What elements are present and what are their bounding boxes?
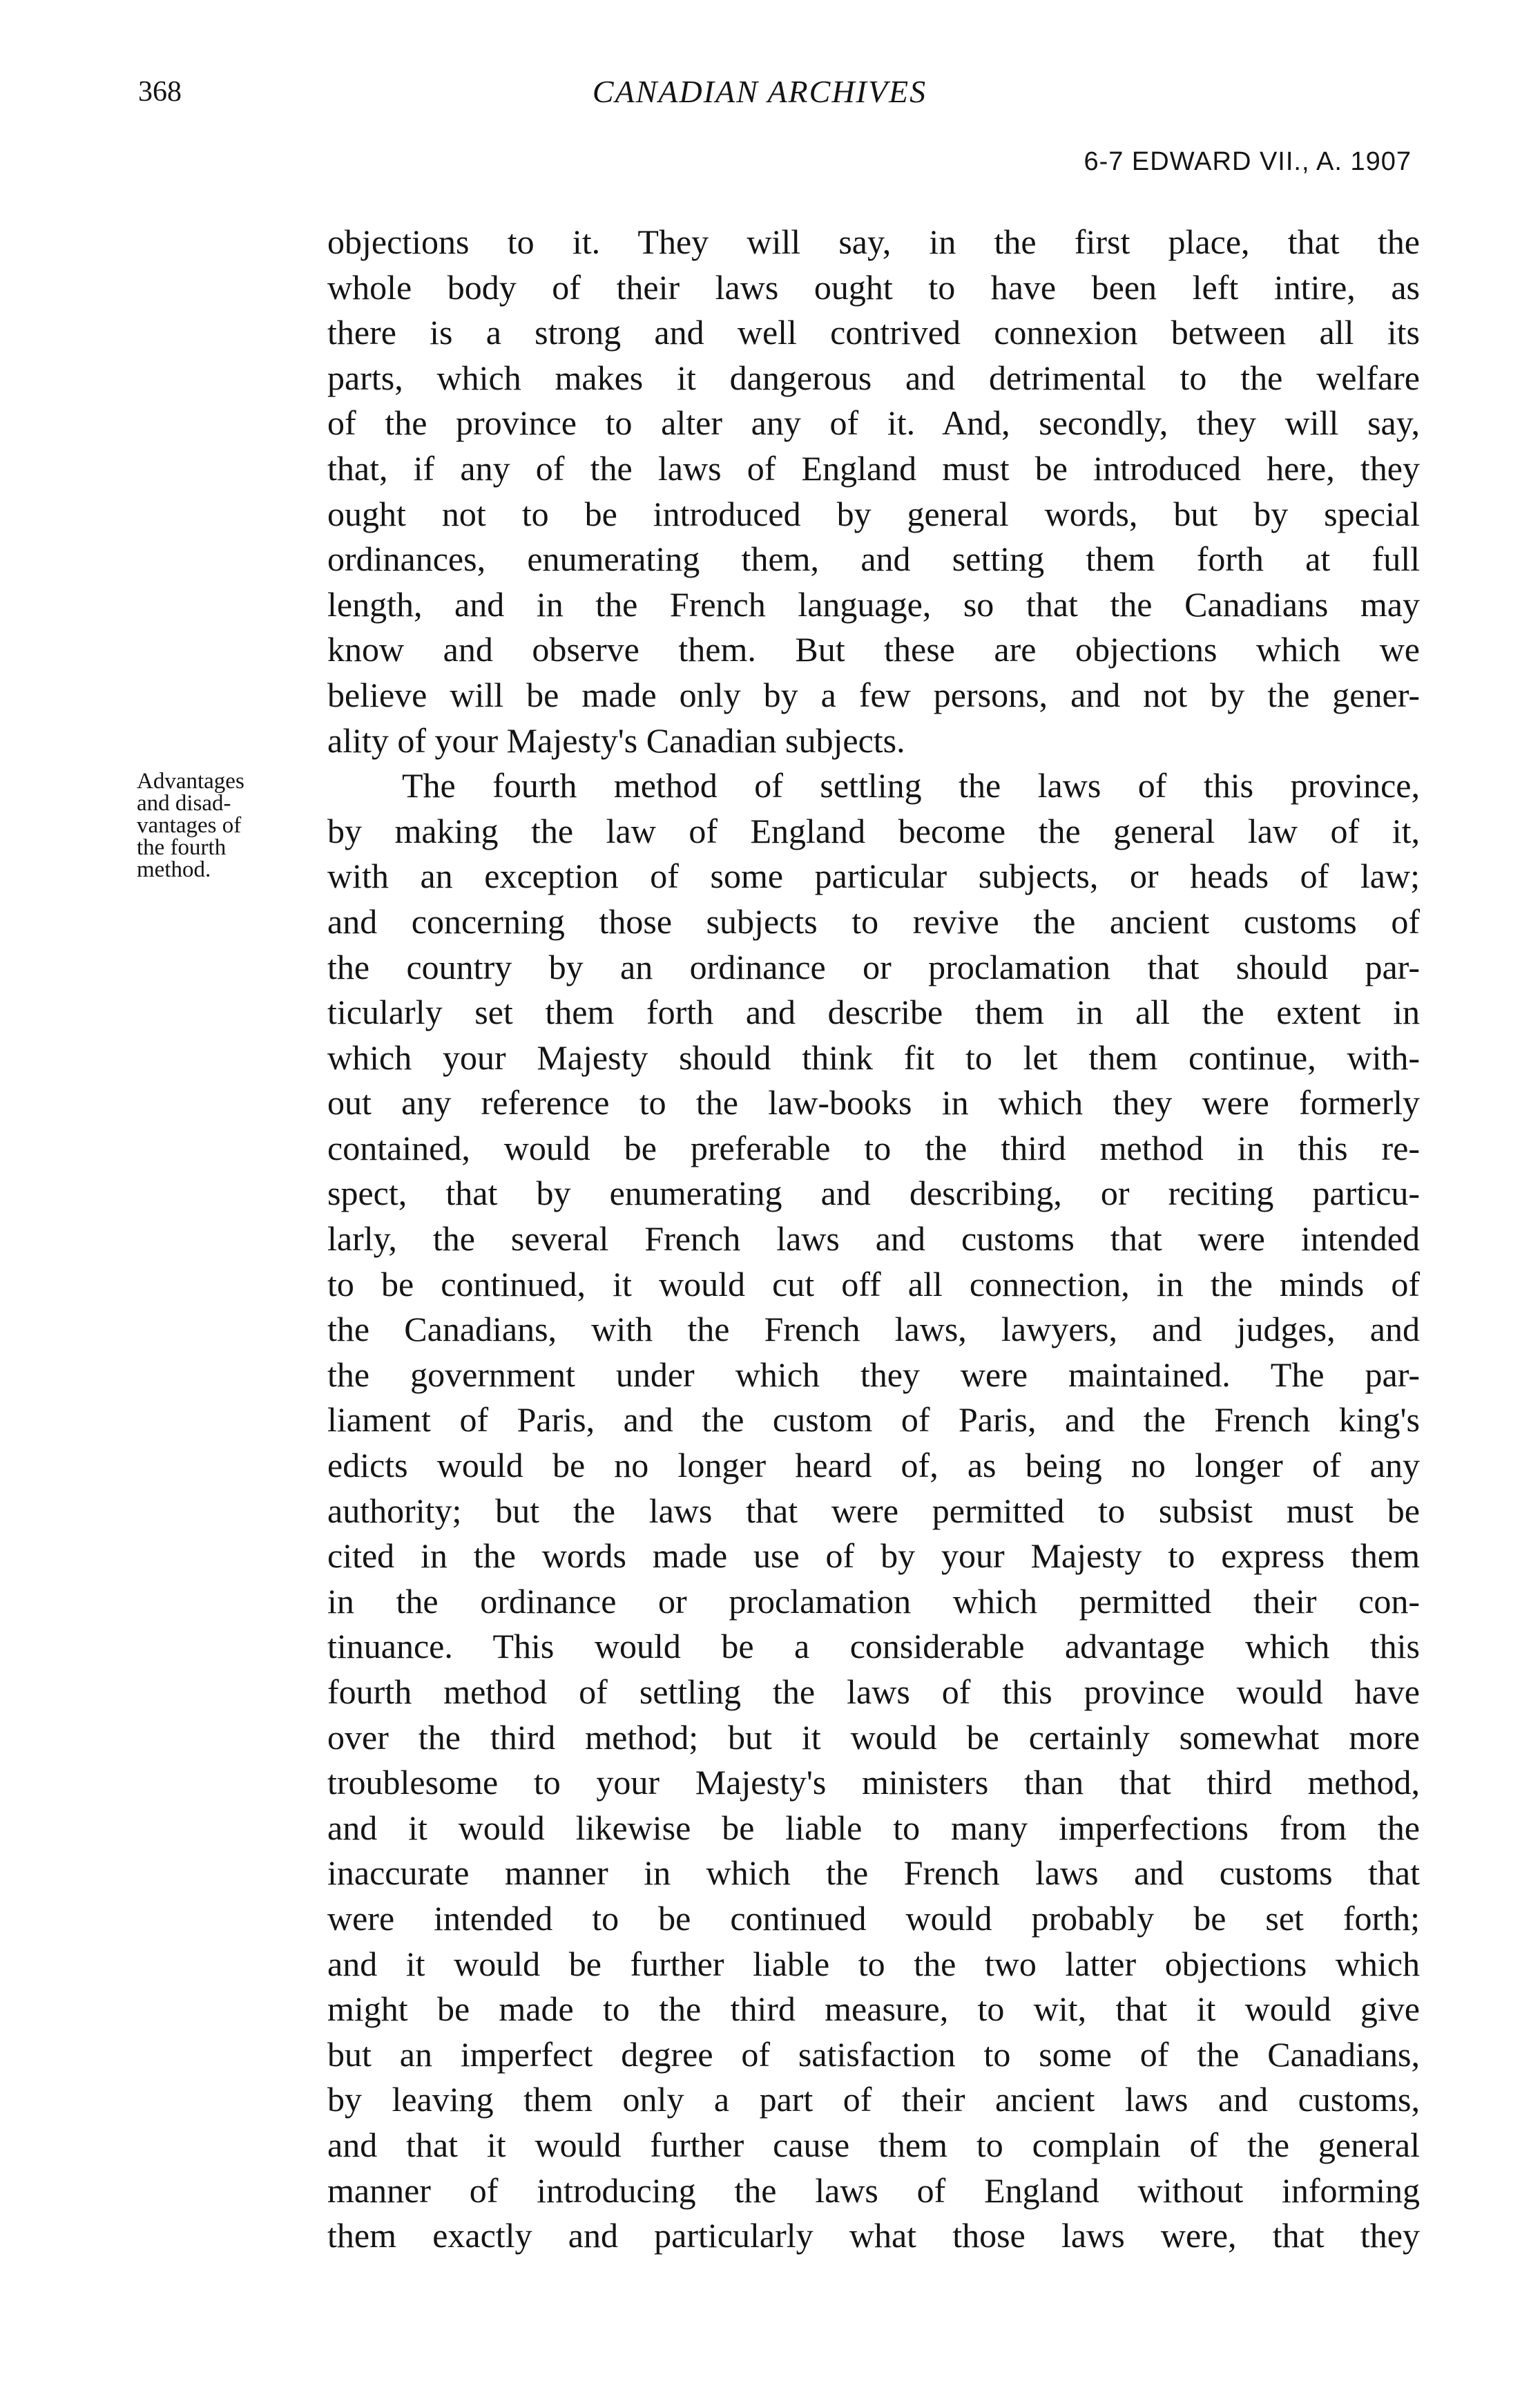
text-line: whole body of their laws ought to have been left intire, as	[327, 267, 1420, 307]
text-line: tinuance. This would be a considerable advantage which this	[327, 1627, 1420, 1666]
paragraph-2	[327, 763, 1420, 2259]
text-line: inaccurate manner in which the French laws and customs that	[327, 1853, 1420, 1893]
text-line: them exactly and particularly what those laws were, that they	[327, 2216, 1420, 2255]
text-line: troublesome to your Majesty's ministers than that third method,	[327, 1763, 1420, 1802]
margin-note-line: vantages of	[137, 813, 242, 838]
margin-note-line: Advantages	[137, 769, 244, 794]
text-line: fourth method of settling the laws of this province would have	[327, 1672, 1420, 1711]
text-line: of the province to alter any of it. And, secondly, they will say,	[327, 403, 1420, 443]
text-line: with an exception of some particular subjects, or heads of law;	[327, 857, 1420, 896]
text-line: ticularly set them forth and describe them in all the extent in	[327, 993, 1420, 1032]
text-line: larly, the several French laws and customs that were intended	[327, 1219, 1420, 1259]
text-line: were intended to be continued would probably be set forth;	[327, 1898, 1420, 1938]
text-line: contained, would be preferable to the third method in this re-	[327, 1128, 1420, 1167]
text-line: the country by an ordinance or proclamation that should par-	[327, 947, 1420, 986]
text-line: to be continued, it would cut off all connection, in the minds of	[327, 1264, 1420, 1304]
text-line: ality of your Majesty's Canadian subjects.	[327, 720, 905, 760]
text-line: and concerning those subjects to revive the ancient customs of	[327, 901, 1420, 941]
running-head: CANADIAN ARCHIVES	[592, 74, 927, 109]
text-line: ordinances, enumerating them, and setting them forth at full	[327, 540, 1420, 579]
margin-note-line: and disad-	[137, 791, 231, 816]
text-line: cited in the words made use of by your Majesty to express them	[327, 1536, 1420, 1576]
text-line: manner of introducing the laws of England without informing	[327, 2170, 1420, 2210]
margin-note-line: method.	[137, 857, 211, 882]
text-line: and it would be further liable to the two latter objections which	[327, 1944, 1420, 1983]
paragraph-1	[327, 220, 1420, 763]
session-reference: 6-7 EDWARD VII., A. 1907	[1084, 147, 1412, 176]
body-text	[327, 220, 1420, 2259]
text-line: liament of Paris, and the custom of Paris, and the French king's	[327, 1400, 1420, 1440]
text-line: believe will be made only by a few persons, and not by the gener-	[327, 675, 1420, 714]
text-line: by leaving them only a part of their ancient laws and customs,	[327, 2080, 1420, 2119]
text-line: might be made to the third measure, to wit, that it would give	[327, 1989, 1420, 2029]
text-line: there is a strong and well contrived connexion between all its	[327, 313, 1420, 352]
text-line: in the ordinance or proclamation which permitted their con-	[327, 1581, 1420, 1621]
text-line: that, if any of the laws of England must be introduced here, they	[327, 448, 1420, 488]
text-line: know and observe them. But these are objections which we	[327, 630, 1420, 669]
text-line: objections to it. They will say, in the first place, that the	[327, 222, 1420, 261]
page-number: 368	[138, 76, 182, 108]
margin-note	[137, 770, 302, 881]
text-line: but an imperfect degree of satisfaction to some of the Canadians,	[327, 2034, 1420, 2074]
text-line: ought not to be introduced by general words, but by special	[327, 494, 1420, 533]
text-line: the Canadians, with the French laws, lawyers, and judges, and	[327, 1310, 1420, 1349]
text-line: and it would likewise be liable to many imperfections from the	[327, 1808, 1420, 1847]
margin-note-line: the fourth	[137, 835, 227, 860]
text-line: and that it would further cause them to complain of the general	[327, 2125, 1420, 2164]
text-line: authority; but the laws that were permitted to subsist must be	[327, 1491, 1420, 1530]
text-line: edicts would be no longer heard of, as being no longer of any	[327, 1446, 1420, 1485]
text-line: length, and in the French language, so that the Canadians may	[327, 584, 1420, 624]
text-line: spect, that by enumerating and describing, or reciting particu-	[327, 1174, 1420, 1213]
text-line: which your Majesty should think fit to let them continue, with-	[327, 1038, 1420, 1077]
text-line: parts, which makes it dangerous and detrimental to the welfare	[327, 358, 1420, 397]
text-line: over the third method; but it would be certainly somewhat more	[327, 1717, 1420, 1757]
text-line: by making the law of England become the general law of it,	[327, 811, 1420, 850]
text-line: out any reference to the law-books in which they were formerly	[327, 1083, 1420, 1123]
text-line: The fourth method of settling the laws of this province,	[402, 766, 1420, 805]
text-line: the government under which they were maintained. The par-	[327, 1355, 1420, 1394]
